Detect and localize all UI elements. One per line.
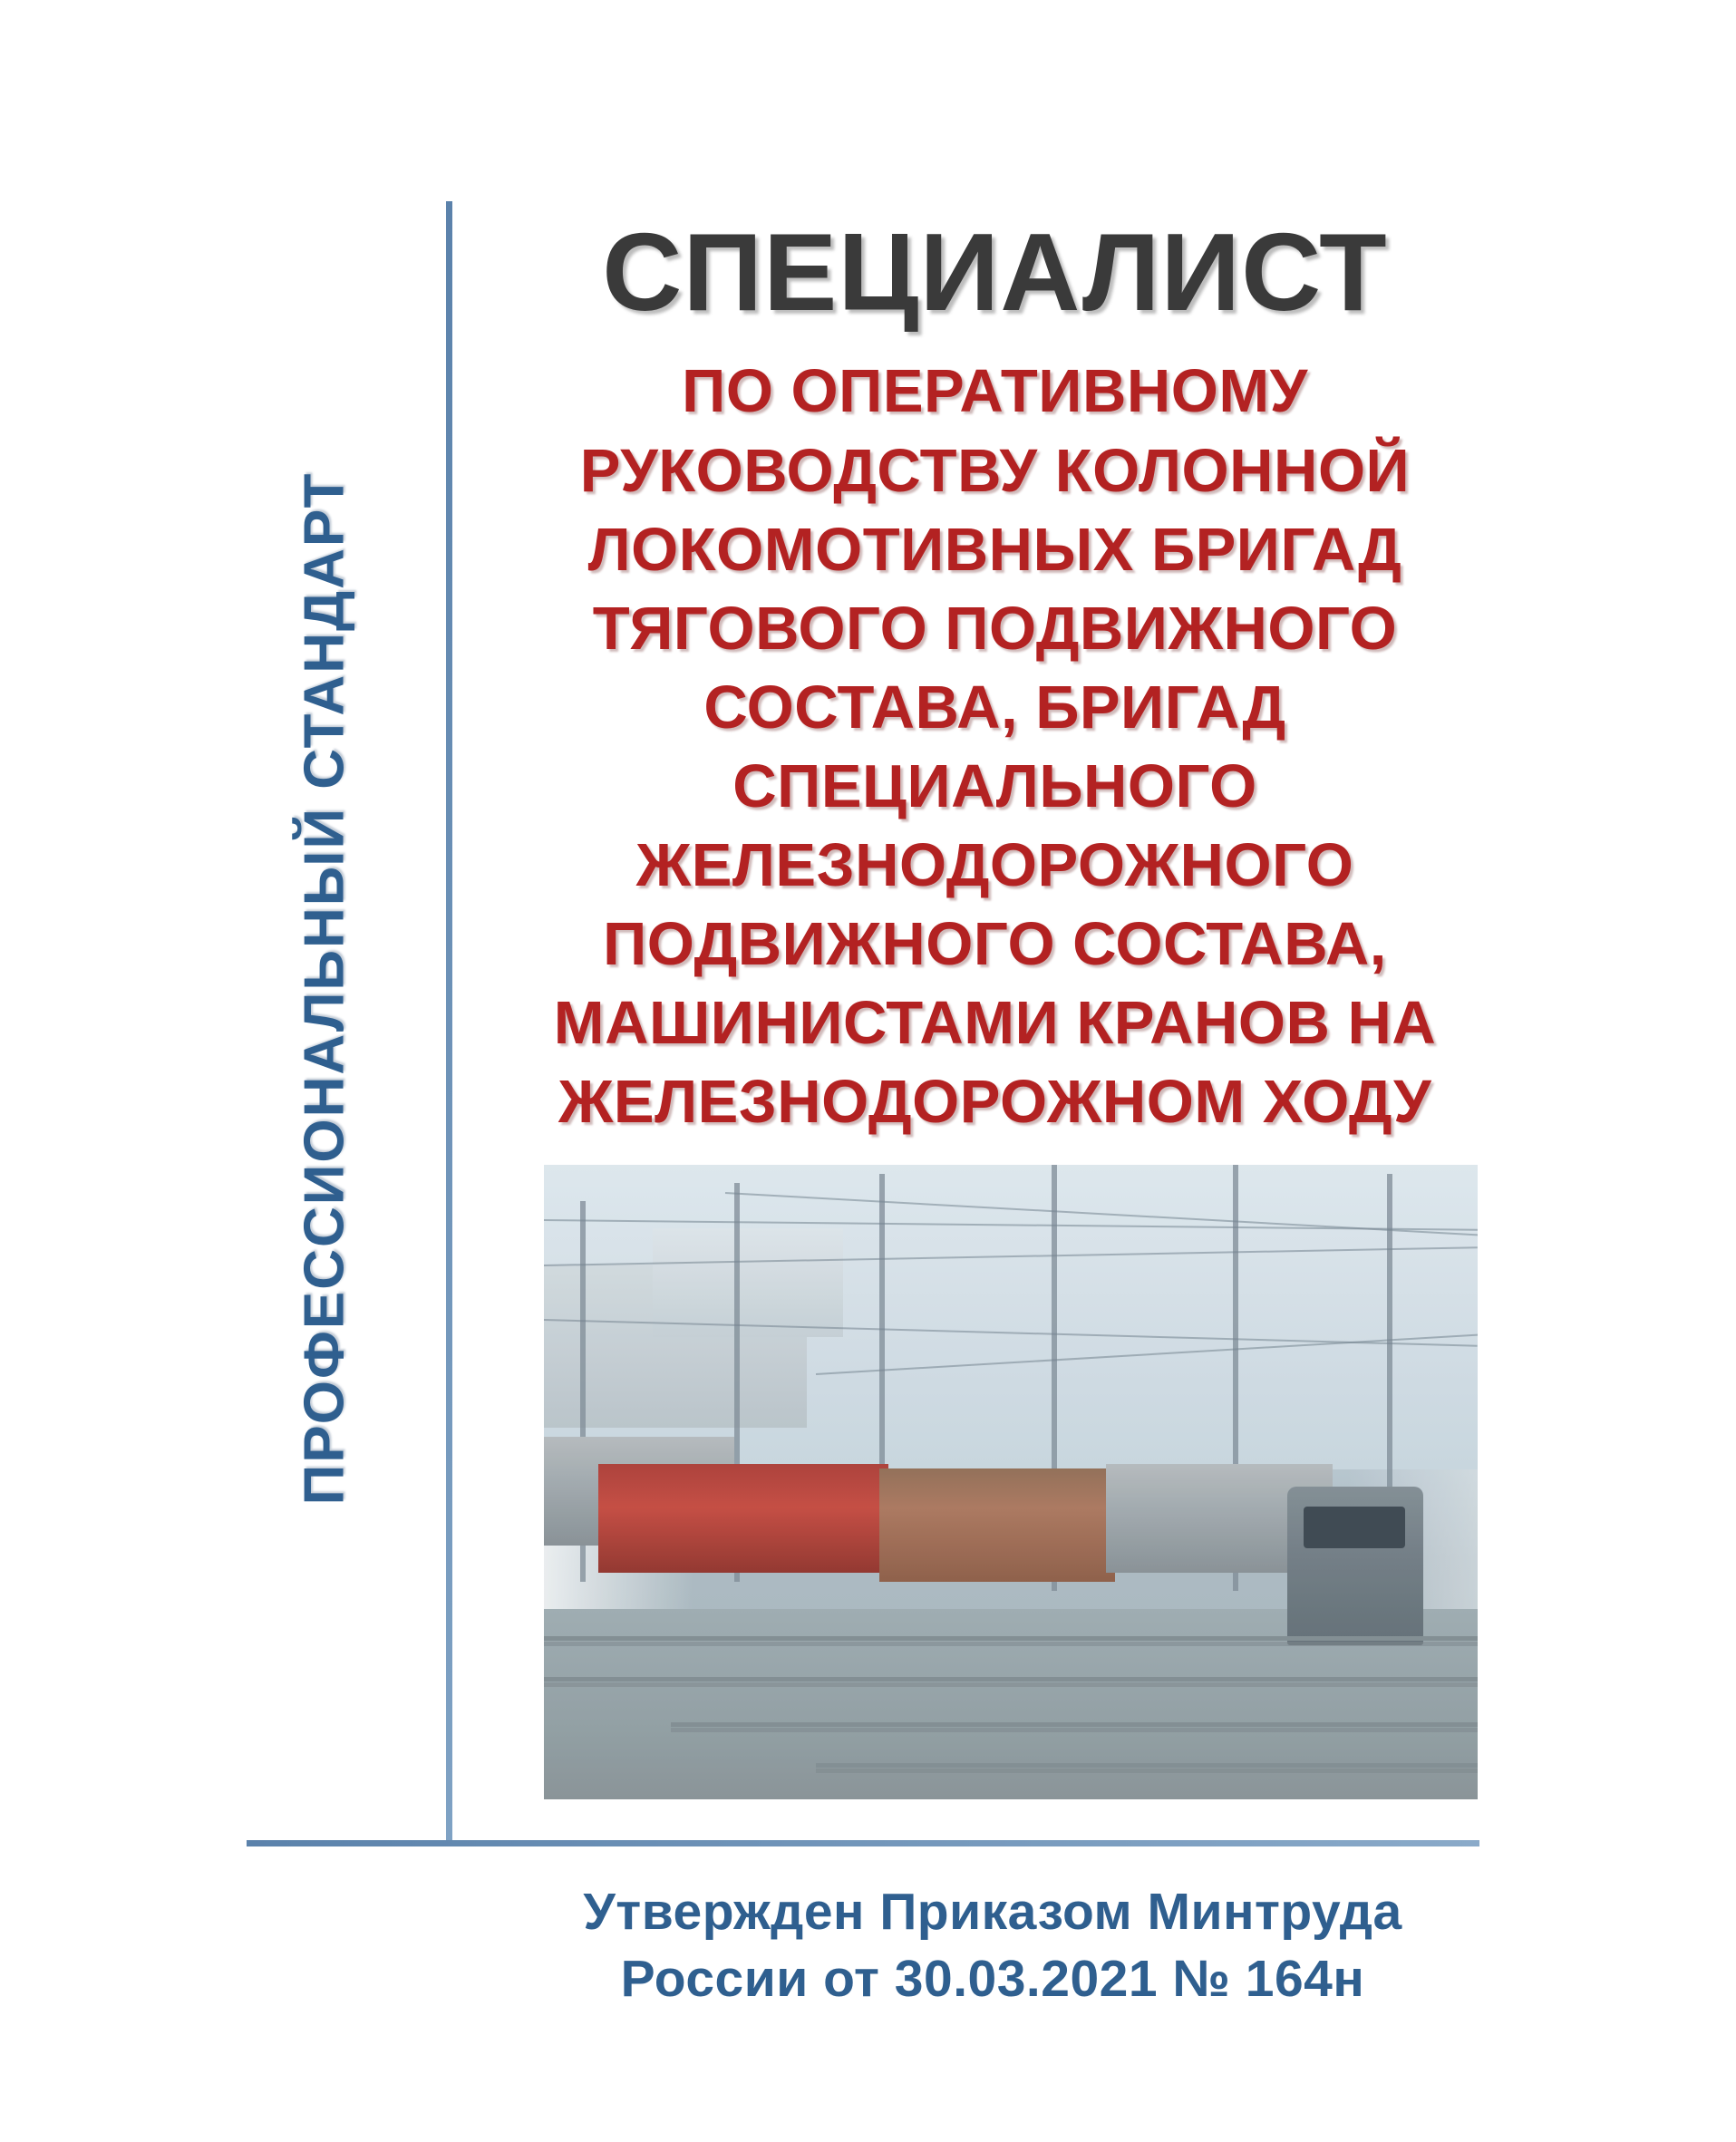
photo-rail-track [544,1636,1478,1641]
photo-rail-track [544,1677,1478,1682]
vertical-divider [446,201,452,1842]
approval-block [508,1878,1478,2012]
photo-rail-track [671,1722,1478,1727]
photo-railcar [879,1468,1115,1582]
vertical-side-title [252,208,397,1768]
railway-photo [544,1165,1478,1799]
approval-line-1: Утвержден Приказом Минтруда [583,1883,1402,1941]
title-block [508,210,1482,1141]
page-subtitle: ПО ОПЕРАТИВНОМУ РУКОВОДСТВУ КОЛОННОЙ ЛОКОМОТИВНЫХ БРИГАД ТЯГОВОГО ПОДВИЖНОГО СОСТАВА, БРИГАД СПЕЦИАЛЬНОГО ЖЕЛЕЗНОДОРОЖНОГО ПОДВИЖНОГО СОСТАВА, МАШИНИСТАМИ КРАНОВ НА ЖЕЛЕЗНОДОРОЖНОМ ХОДУ [553,357,1437,1137]
approval-line-2: России от 30.03.2021 № 164н [620,1950,1365,2009]
photo-building [653,1228,843,1337]
page-title: СПЕЦИАЛИСТ [602,210,1388,334]
side-title-text: ПРОФЕССИОНАЛЬНЫЙ СТАНДАРТ [293,471,356,1505]
photo-rail-track [816,1763,1478,1768]
photo-locomotive [1287,1487,1423,1645]
horizontal-divider [247,1840,1479,1846]
photo-railcar [598,1464,888,1573]
